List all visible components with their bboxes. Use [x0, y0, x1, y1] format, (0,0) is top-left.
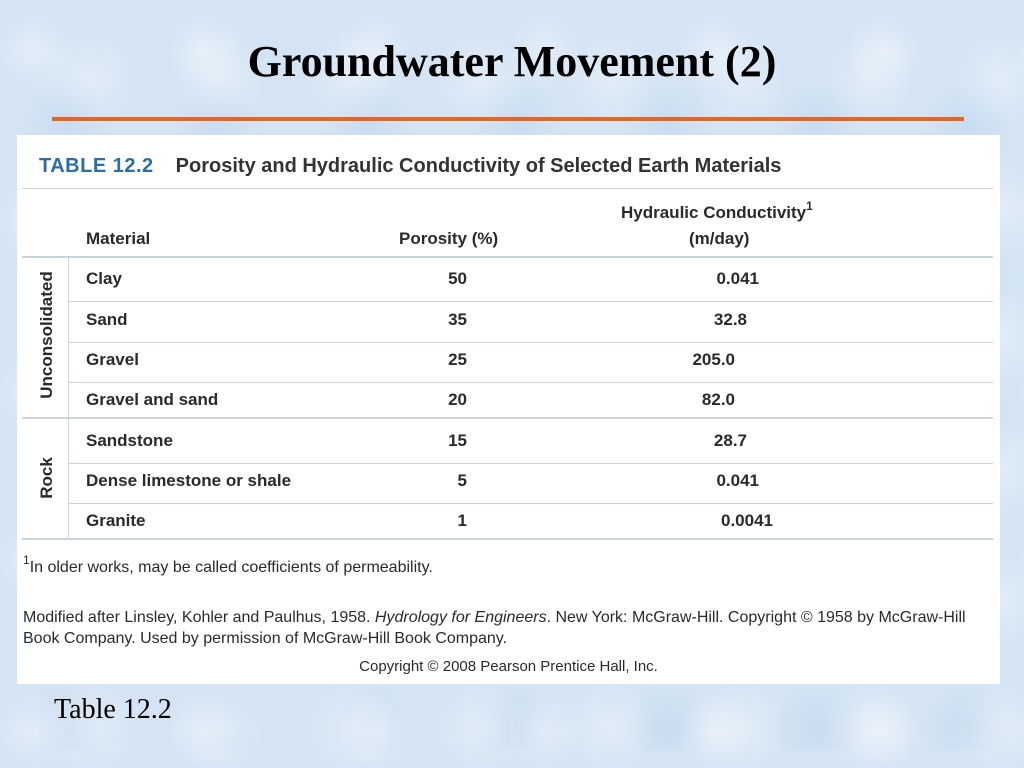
group-separator	[22, 417, 993, 419]
table-row-conductivity: 32.8	[713, 310, 747, 329]
table-row-conductivity: 0.041	[716, 471, 759, 490]
table-row-conductivity: 82.0	[701, 390, 735, 409]
table-panel	[17, 135, 1000, 684]
source-credit	[23, 607, 993, 649]
table-number: TABLE 12.2	[39, 155, 154, 177]
slide-caption: Table 12.2	[54, 694, 172, 725]
table-row-porosity: 35	[448, 310, 467, 329]
group-divider	[68, 257, 69, 417]
table-row-conductivity: 205.0	[692, 350, 735, 369]
footnote-mark: 1	[23, 553, 30, 567]
slide-title: Groundwater Movement (2)	[247, 37, 777, 86]
source-suffix: . New York: McGraw-Hill. Copyright © 1958 by McGraw-Hill Book Company. Used by permission of McGraw-Hill Book Company.	[23, 609, 966, 647]
table-row-conductivity: 28.7	[713, 431, 747, 450]
row-divider	[69, 342, 993, 343]
table-bottom-rule	[22, 538, 993, 540]
header-conductivity-unit: (m/day)	[689, 229, 750, 248]
footnote-ref: 1	[806, 199, 813, 213]
header-conductivity	[621, 199, 813, 223]
header-material: Material	[86, 229, 151, 248]
row-divider	[69, 463, 993, 464]
group-label-rock: Rock	[37, 457, 56, 499]
group-divider	[68, 419, 69, 539]
row-divider	[69, 382, 993, 383]
header-divider	[22, 256, 993, 258]
title-underline	[52, 117, 964, 121]
source-book-title: Hydrology for Engineers	[374, 609, 547, 626]
group-label-unconsolidated: Unconsolidated	[37, 271, 56, 399]
table-row-material: Granite	[86, 511, 146, 530]
table-row-material: Sandstone	[86, 431, 173, 450]
table-row-conductivity: 0.041	[716, 269, 759, 288]
copyright: Copyright © 2008 Pearson Prentice Hall, Inc.	[359, 658, 658, 675]
row-divider	[69, 503, 993, 504]
table-heading	[39, 155, 781, 178]
footnote	[23, 553, 433, 577]
footnote-text: In older works, may be called coefficients of permeability.	[29, 559, 433, 576]
table-row-conductivity: 0.0041	[721, 511, 773, 530]
table-row-porosity: 15	[448, 431, 467, 450]
table-row-porosity: 20	[448, 390, 467, 409]
table-title: Porosity and Hydraulic Conductivity of Selected Earth Materials	[175, 155, 782, 177]
table-row-material: Gravel	[86, 350, 139, 369]
row-divider	[69, 301, 993, 302]
table-row-porosity: 5	[457, 471, 467, 490]
header-porosity: Porosity (%)	[399, 229, 499, 248]
table-row-porosity: 1	[457, 511, 467, 530]
source-prefix: Modified after Linsley, Kohler and Paulhus, 1958.	[23, 609, 375, 626]
table-row-porosity: 50	[448, 269, 467, 288]
table-row-material: Gravel and sand	[86, 390, 219, 409]
table-row-material: Dense limestone or shale	[86, 471, 292, 490]
table-row-material: Sand	[86, 310, 128, 329]
header-conductivity-label: Hydraulic Conductivity	[621, 203, 807, 222]
heading-divider	[22, 188, 993, 189]
table-row-porosity: 25	[448, 350, 467, 369]
table-row-material: Clay	[86, 269, 122, 288]
